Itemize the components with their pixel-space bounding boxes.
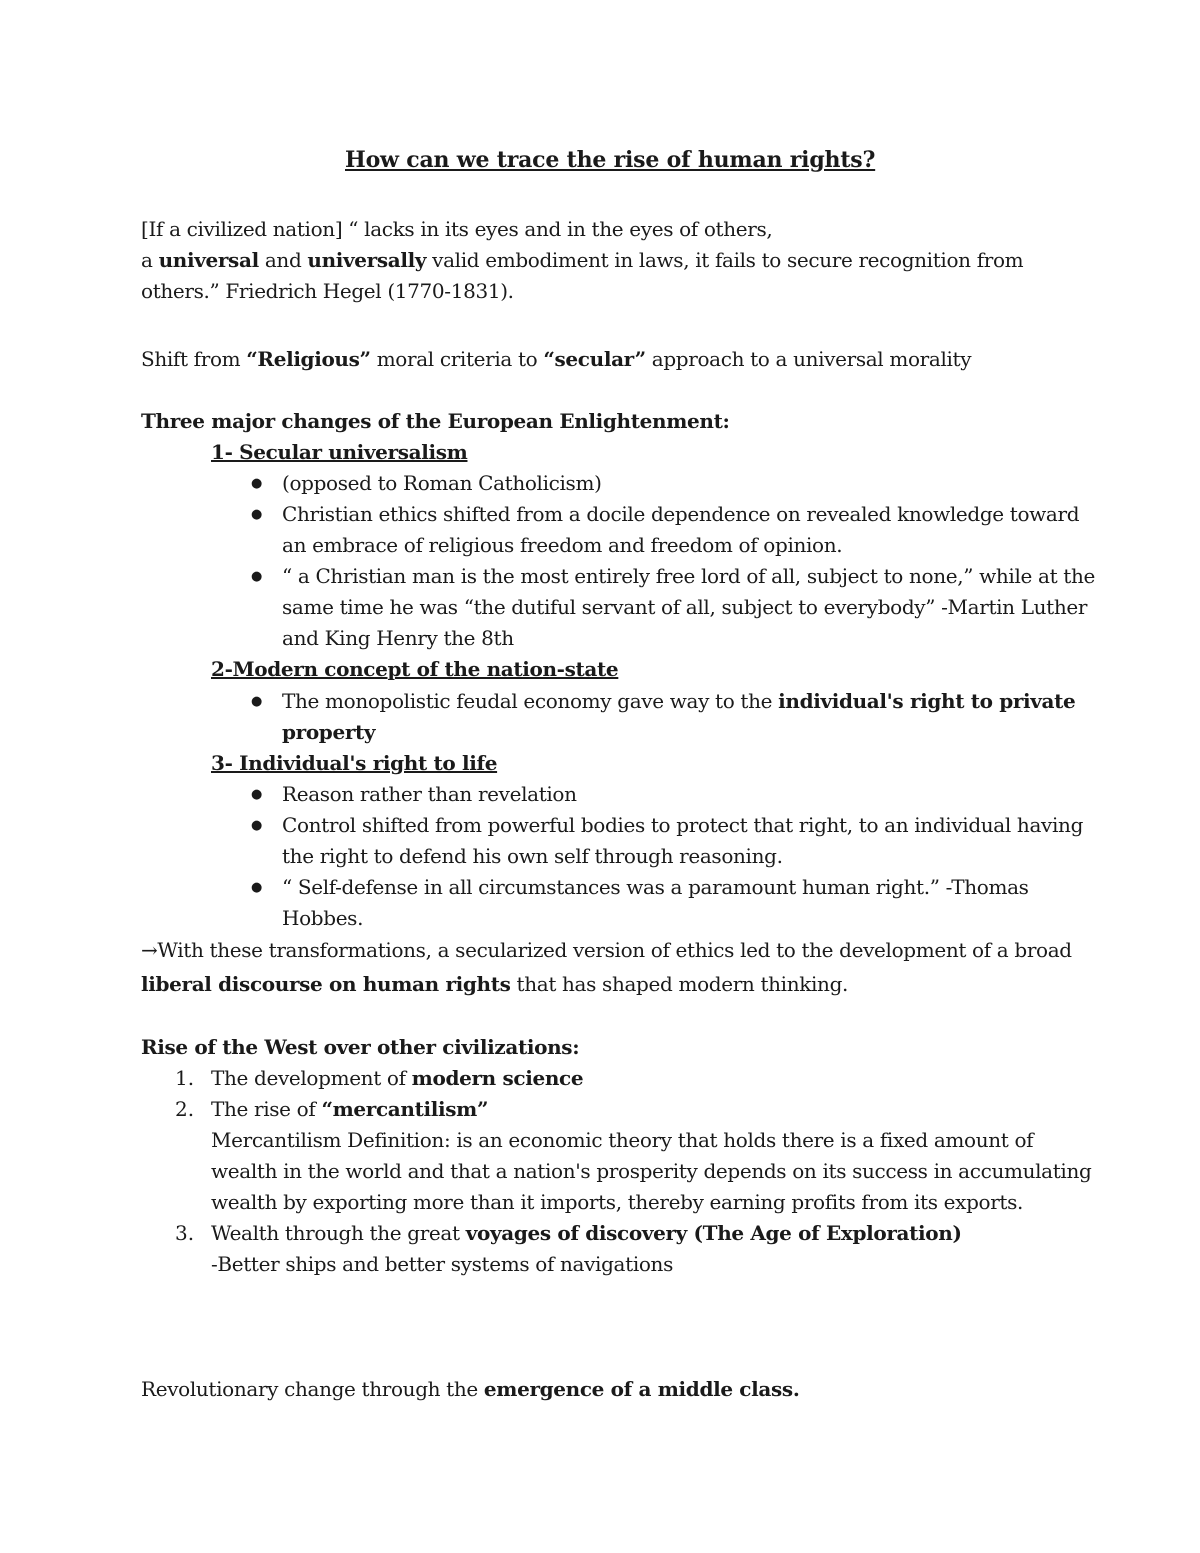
quote-line-2: a universal and universally valid embodiment in laws, it fails to secure recognition from: [141, 248, 1024, 272]
rise-item-3: Wealth through the great voyages of discovery (The Age of Exploration): [211, 1221, 962, 1245]
rise-heading: Rise of the West over other civilizations:: [141, 1035, 580, 1059]
s1-bullet-2-line-1: Christian ethics shifted from a docile dependence on revealed knowledge toward: [282, 502, 1080, 526]
conclusion-line-2: liberal discourse on human rights that has shaped modern thinking.: [141, 972, 849, 996]
s2-bullet-1-line-2: property: [282, 720, 376, 744]
quote-line-3: others.” Friedrich Hegel (1770-1831).: [141, 279, 514, 303]
s3-bullet-1: Reason rather than revelation: [282, 782, 577, 806]
s2-bullet-1-line-1: The monopolistic feudal economy gave way to the individual's right to private: [282, 689, 1076, 713]
bullet-icon: ●: [251, 880, 263, 895]
bullet-icon: ●: [251, 694, 263, 709]
revolution-paragraph: Revolutionary change through the emergence of a middle class.: [141, 1377, 800, 1401]
section-1-heading: 1- Secular universalism: [211, 440, 468, 464]
bullet-icon: ●: [251, 476, 263, 491]
mercantilism-definition-line-3: wealth by exporting more than it imports, thereby earning profits from its exports.: [211, 1190, 1024, 1214]
shift-paragraph: Shift from “Religious” moral criteria to “secular” approach to a universal morality: [141, 347, 972, 371]
s1-bullet-2-line-2: an embrace of religious freedom and freedom of opinion.: [282, 533, 843, 557]
bullet-icon: ●: [251, 818, 263, 833]
rise-item-1: The development of modern science: [211, 1066, 584, 1090]
mercantilism-definition-line-1: Mercantilism Definition: is an economic theory that holds there is a fixed amount of: [211, 1128, 1034, 1152]
s1-bullet-3-line-1: “ a Christian man is the most entirely free lord of all, subject to none,” while at the: [282, 564, 1095, 588]
s3-bullet-2-line-1: Control shifted from powerful bodies to protect that right, to an individual having: [282, 813, 1084, 837]
rise-item-3-detail: -Better ships and better systems of navigations: [211, 1252, 673, 1276]
s1-bullet-3-line-3: and King Henry the 8th: [282, 626, 514, 650]
list-number-3: 3.: [175, 1221, 195, 1245]
mercantilism-definition-line-2: wealth in the world and that a nation's prosperity depends on its success in accumulating: [211, 1159, 1092, 1183]
page-title: How can we trace the rise of human rights?: [345, 147, 876, 173]
s1-bullet-3-line-2: same time he was “the dutiful servant of all, subject to everybody” -Martin Luther: [282, 595, 1088, 619]
section-2-heading: 2-Modern concept of the nation-state: [211, 657, 619, 681]
s3-bullet-3-line-2: Hobbes.: [282, 906, 364, 930]
conclusion-line-1: →With these transformations, a secularized version of ethics led to the development of a broad: [141, 938, 1072, 962]
quote-line-1: [If a civilized nation] “ lacks in its eyes and in the eyes of others,: [141, 217, 773, 241]
enlightenment-heading: Three major changes of the European Enlightenment:: [141, 409, 730, 433]
s3-bullet-3-line-1: “ Self-defense in all circumstances was a paramount human right.” -Thomas: [282, 875, 1029, 899]
bullet-icon: ●: [251, 569, 263, 584]
bullet-icon: ●: [251, 507, 263, 522]
rise-item-2: The rise of “mercantilism”: [211, 1097, 489, 1121]
list-number-1: 1.: [175, 1066, 195, 1090]
s1-bullet-1: (opposed to Roman Catholicism): [282, 471, 602, 495]
list-number-2: 2.: [175, 1097, 195, 1121]
s3-bullet-2-line-2: the right to defend his own self through reasoning.: [282, 844, 783, 868]
section-3-heading: 3- Individual's right to life: [211, 751, 498, 775]
bullet-icon: ●: [251, 787, 263, 802]
